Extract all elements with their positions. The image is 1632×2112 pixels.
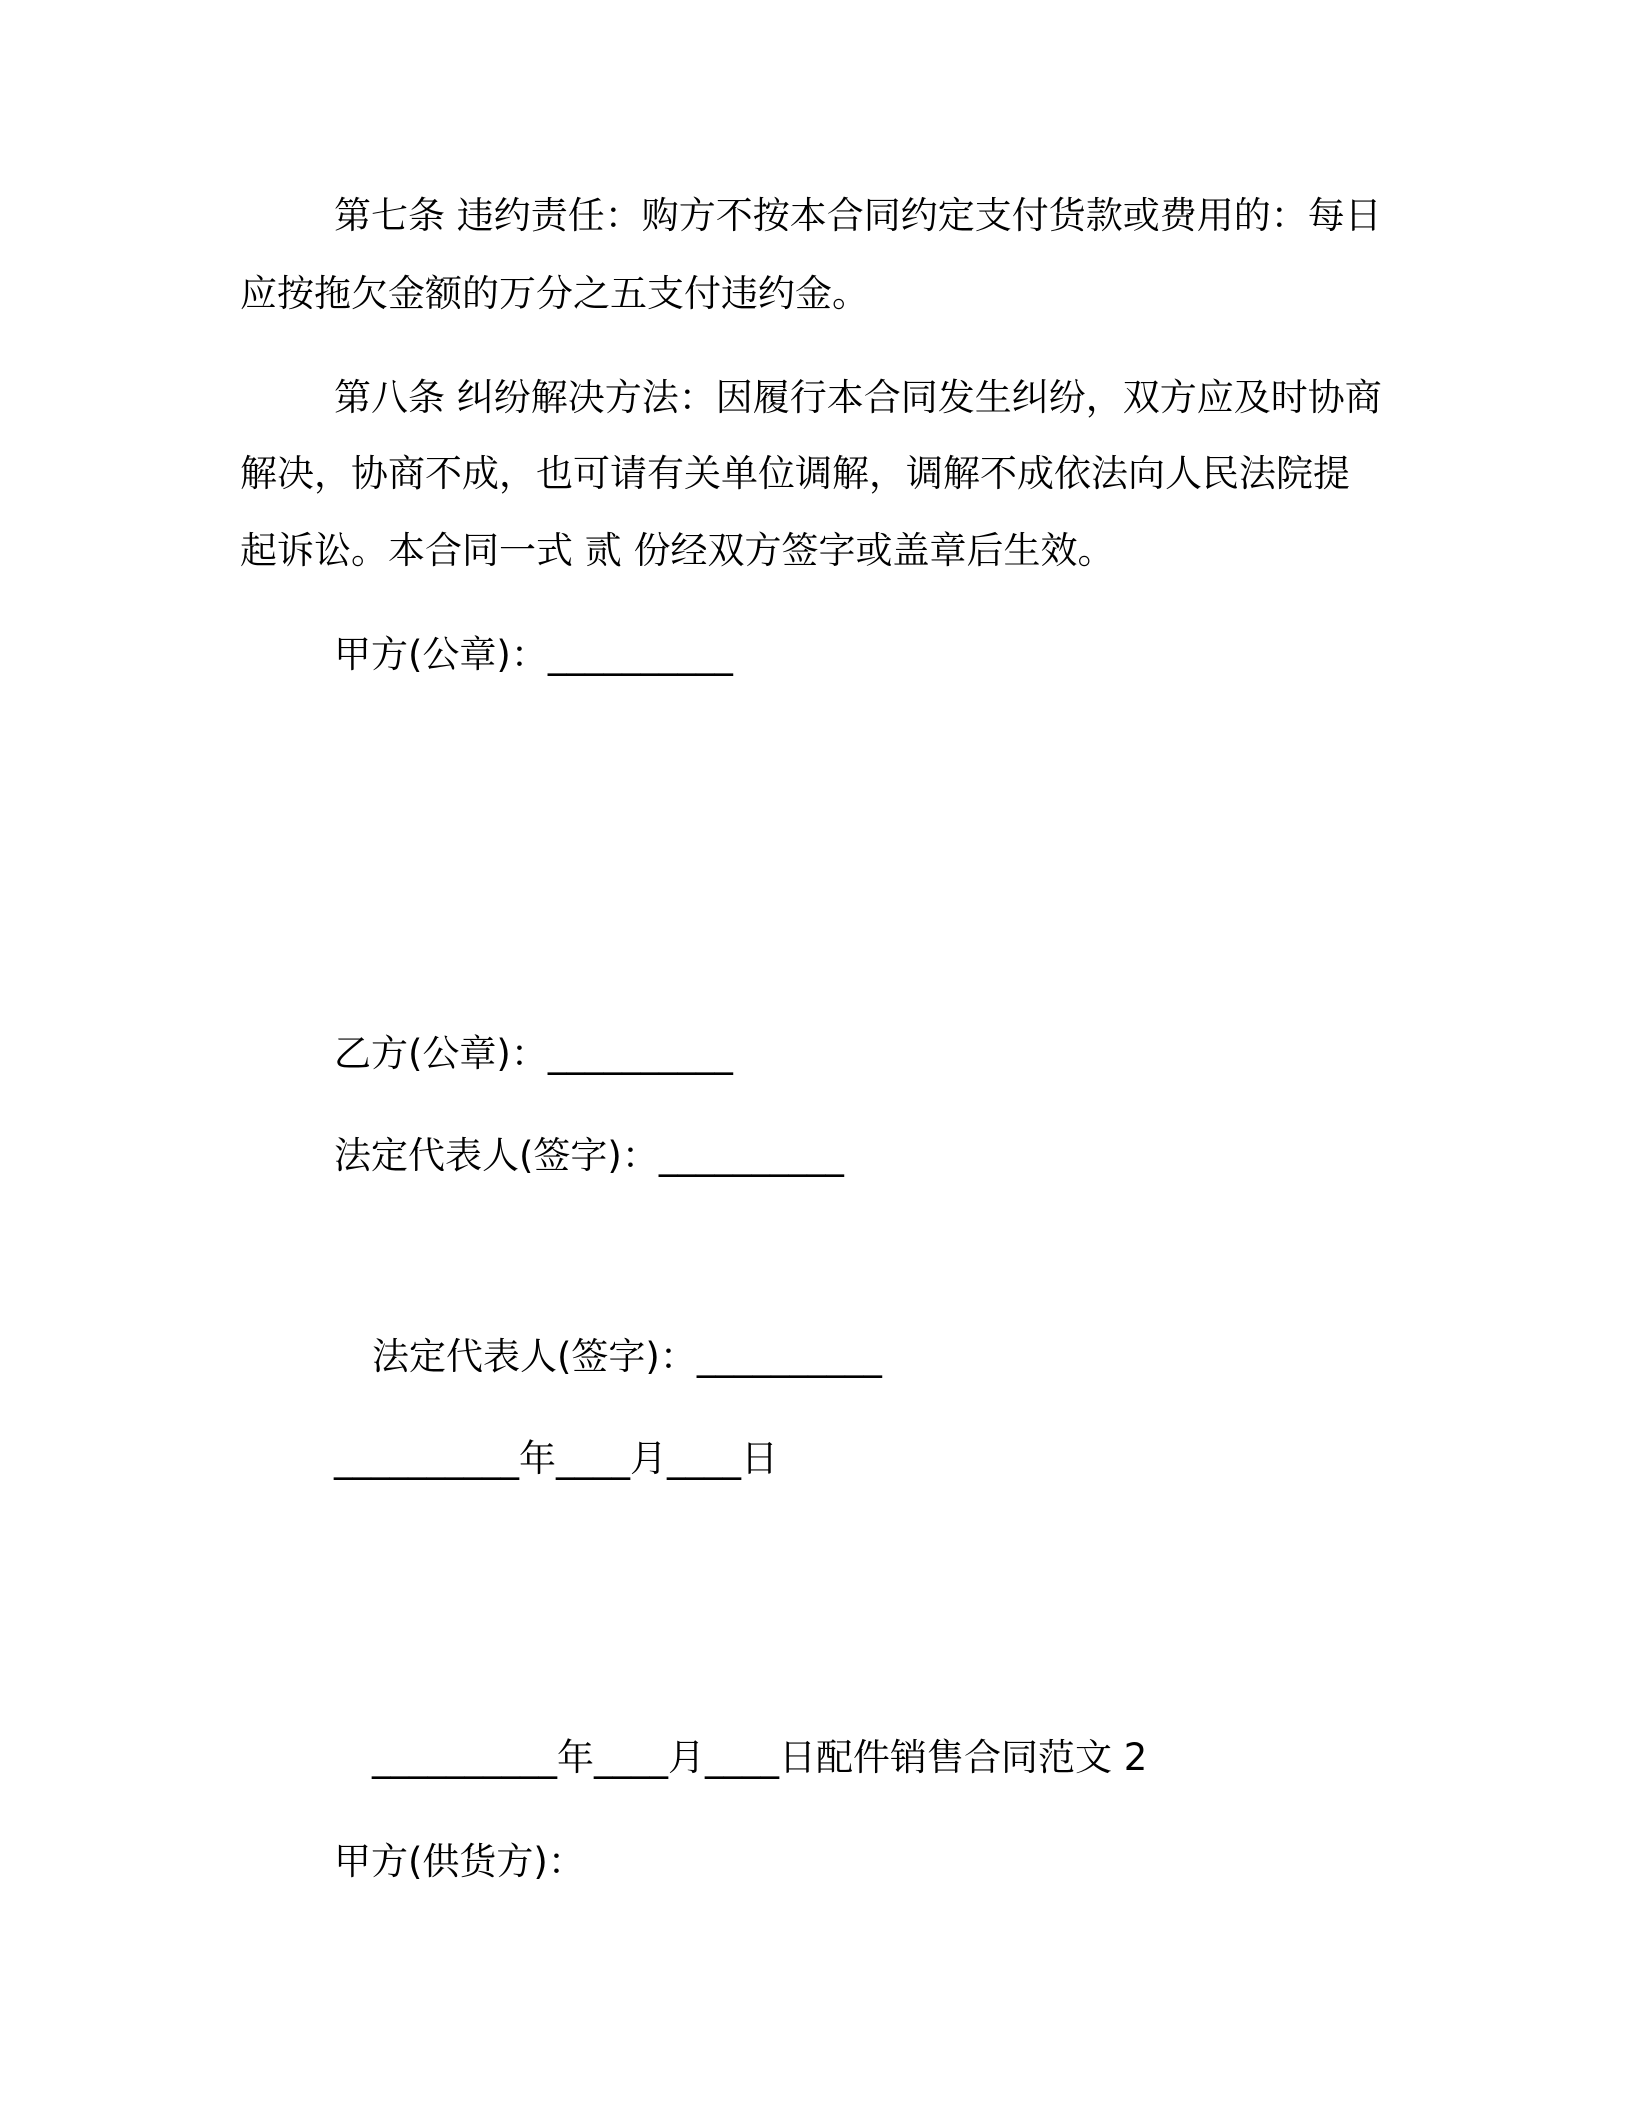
date-and-next-title: __________年____月____日配件销售合同范文 2: [372, 1736, 1148, 1779]
article-7-line-1: 第七条 违约责任：购方不按本合同约定支付货款或费用的：每日: [334, 194, 1382, 237]
article-8-line-2: 解决，协商不成，也可请有关单位调解，调解不成依法向人民法院提: [240, 452, 1350, 495]
legal-rep-signature-field-2: 法定代表人(签字)：__________: [372, 1335, 882, 1378]
article-7-line-2: 应按拖欠金额的万分之五支付违约金。: [240, 272, 869, 315]
article-8-line-1: 第八条 纠纷解决方法：因履行本合同发生纠纷，双方应及时协商: [334, 376, 1382, 419]
legal-rep-signature-field-1: 法定代表人(签字)：__________: [334, 1134, 844, 1177]
article-8-line-3: 起诉讼。本合同一式 贰 份经双方签字或盖章后生效。: [240, 529, 1115, 572]
date-field: __________年____月____日: [334, 1437, 778, 1480]
party-b-seal-field: 乙方(公章)：__________: [334, 1032, 733, 1075]
party-a-supplier-label: 甲方(供货方)：: [334, 1840, 585, 1883]
party-a-seal-field: 甲方(公章)：__________: [334, 633, 733, 676]
